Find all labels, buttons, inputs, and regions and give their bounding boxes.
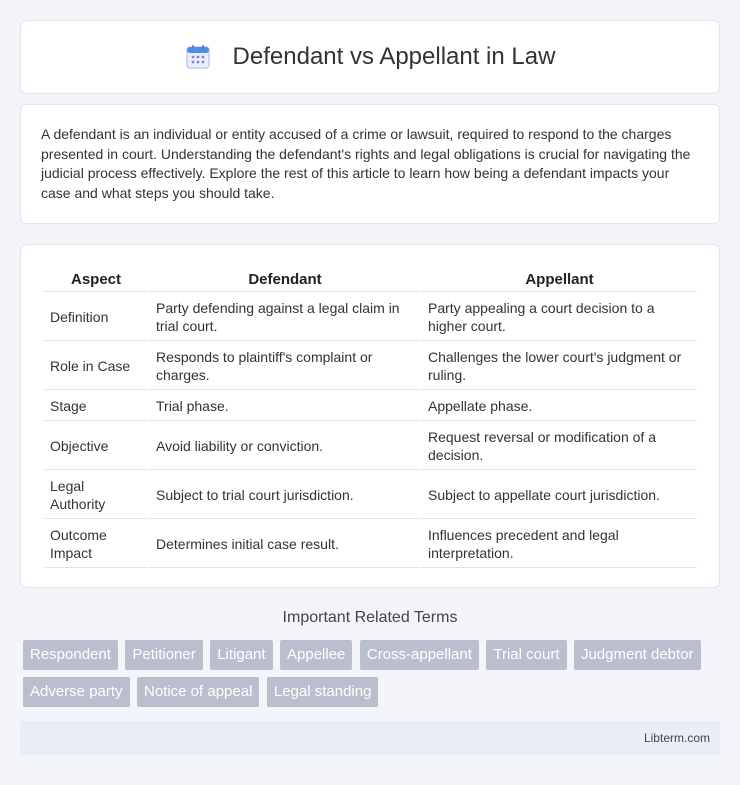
tag-litigant[interactable]: Litigant: [210, 640, 272, 670]
comparison-table-card: [20, 244, 720, 588]
table-row: [44, 392, 697, 421]
table-cell: Outcome Impact: [44, 521, 148, 568]
header-defendant: Defendant: [150, 265, 420, 292]
table-header-row: [44, 265, 697, 292]
tag-respondent[interactable]: Respondent: [23, 640, 118, 670]
table-row: [44, 521, 697, 568]
related-terms-title: Important Related Terms: [282, 609, 458, 626]
table-cell: Definition: [44, 294, 148, 341]
tag-cross-appellant[interactable]: Cross-appellant: [360, 640, 479, 670]
table-cell: Avoid liability or conviction.: [150, 423, 420, 470]
table-cell: Party defending against a legal claim in trial court.: [150, 294, 420, 341]
table-row: [44, 472, 697, 519]
footer-site-link[interactable]: Libterm.com: [643, 731, 710, 745]
tag-judgment-debtor[interactable]: Judgment debtor: [574, 640, 701, 670]
tag-legal-standing[interactable]: Legal standing: [267, 677, 379, 707]
intro-card: [20, 104, 720, 224]
table-cell: Request reversal or modification of a decision.: [422, 423, 697, 470]
table-cell: Legal Authority: [44, 472, 148, 519]
footer: [20, 721, 720, 755]
tag-petitioner[interactable]: Petitioner: [125, 640, 202, 670]
table-cell: Trial phase.: [150, 392, 420, 421]
tag-adverse-party[interactable]: Adverse party: [23, 677, 130, 707]
table-cell: Role in Case: [44, 343, 148, 390]
table-cell: Party appealing a court decision to a higher court.: [422, 294, 697, 341]
related-terms-tags: [23, 640, 723, 714]
table-row: [44, 294, 697, 341]
table-cell: Challenges the lower court's judgment or ruling.: [422, 343, 697, 390]
comparison-table: [42, 263, 699, 570]
table-cell: Subject to appellate court jurisdiction.: [422, 472, 697, 519]
table-row: [44, 343, 697, 390]
table-cell: Stage: [44, 392, 148, 421]
table-cell: Objective: [44, 423, 148, 470]
intro-text: A defendant is an individual or entity accused of a crime or lawsuit, required to respond to the charges presented in court. Understanding the defendant's rights and legal obligations is crucial for navigating the judicial process effectively. Explore the rest of this article to learn how being a defendant impacts your case and what steps you should take.: [41, 126, 691, 201]
tag-notice-of-appeal[interactable]: Notice of appeal: [137, 677, 259, 707]
header-appellant: Appellant: [422, 265, 697, 292]
tag-trial-court[interactable]: Trial court: [486, 640, 566, 670]
table-cell: Appellate phase.: [422, 392, 697, 421]
page-title: Defendant vs Appellant in Law: [232, 43, 556, 70]
table-row: [44, 423, 697, 470]
calendar-icon: [185, 44, 211, 70]
table-cell: Determines initial case result.: [150, 521, 420, 568]
table-cell: Subject to trial court jurisdiction.: [150, 472, 420, 519]
table-cell: Influences precedent and legal interpretation.: [422, 521, 697, 568]
header-aspect: Aspect: [44, 265, 148, 292]
header-card: [20, 20, 720, 94]
tag-appellee[interactable]: Appellee: [280, 640, 352, 670]
table-cell: Responds to plaintiff's complaint or charges.: [150, 343, 420, 390]
